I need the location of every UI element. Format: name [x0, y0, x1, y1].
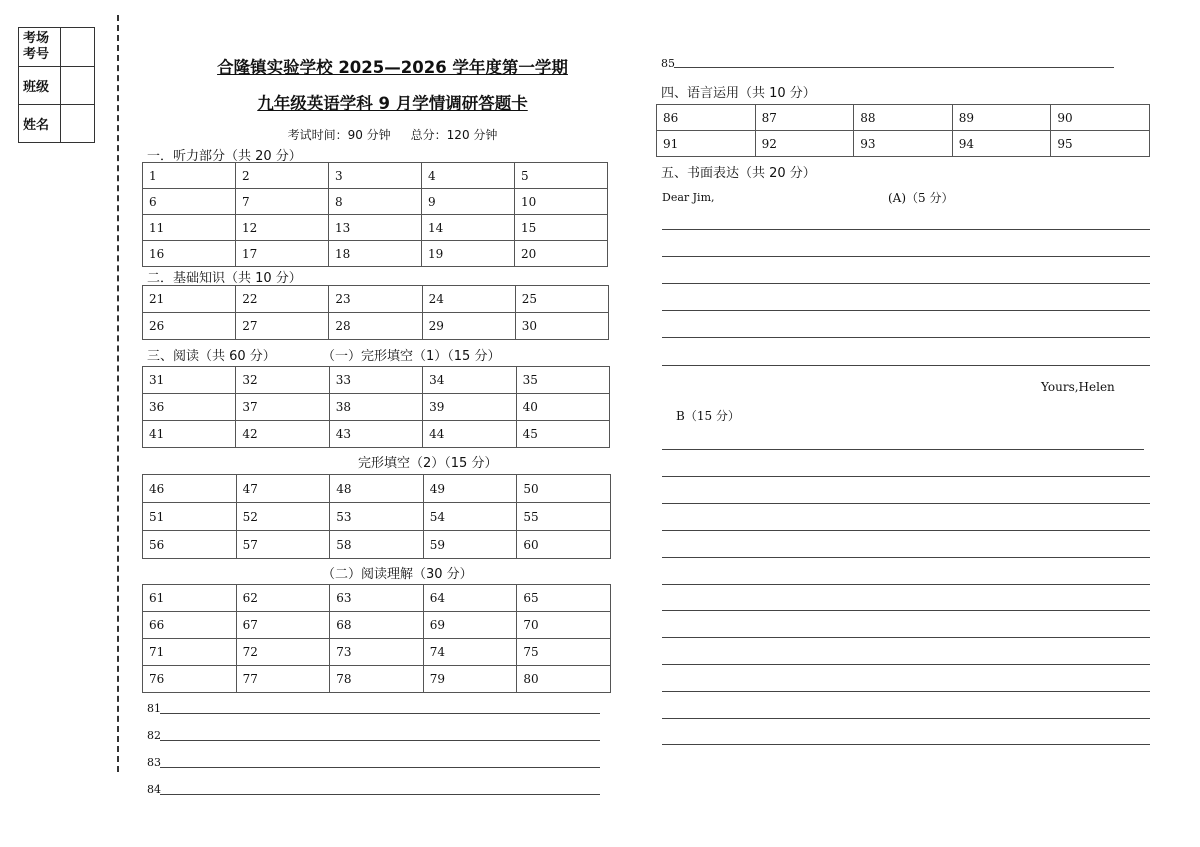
answer-cell-64[interactable]: 64	[423, 585, 517, 612]
answer-cell-17[interactable]: 17	[236, 241, 329, 267]
answer-cell-62[interactable]: 62	[236, 585, 330, 612]
answer-cell-34[interactable]: 34	[423, 367, 516, 394]
writing-a-line[interactable]	[662, 310, 1150, 311]
answer-cell-42[interactable]: 42	[236, 421, 329, 448]
answer-cell-75[interactable]: 75	[517, 639, 611, 666]
answer-cell-1[interactable]: 1	[143, 163, 236, 189]
writing-b-line[interactable]	[662, 476, 1150, 477]
answer-cell-4[interactable]: 4	[422, 163, 515, 189]
answer-cell-88[interactable]: 88	[854, 105, 953, 131]
answer-line-83-number: 83	[147, 756, 161, 769]
answer-line-81[interactable]	[160, 713, 600, 714]
answer-cell-71[interactable]: 71	[143, 639, 237, 666]
comprehension-heading: （二）阅读理解（30 分）	[322, 567, 473, 582]
grid-comprehension	[142, 584, 611, 693]
class-field[interactable]	[61, 67, 95, 105]
page-title: 合隆镇实验学校 2025—2026 学年度第一学期	[217, 58, 568, 77]
section-listening-heading: 一．听力部分（共 20 分）	[147, 149, 302, 164]
answer-cell-94[interactable]: 94	[952, 131, 1051, 157]
answer-cell-92[interactable]: 92	[755, 131, 854, 157]
answer-cell-46[interactable]: 46	[143, 475, 237, 503]
answer-cell-22[interactable]: 22	[236, 286, 329, 313]
answer-cell-90[interactable]: 90	[1051, 105, 1150, 131]
answer-cell-95[interactable]: 95	[1051, 131, 1150, 157]
answer-cell-14[interactable]: 14	[422, 215, 515, 241]
answer-cell-28[interactable]: 28	[329, 313, 422, 340]
answer-cell-16[interactable]: 16	[143, 241, 236, 267]
answer-cell-41[interactable]: 41	[143, 421, 236, 448]
answer-cell-58[interactable]: 58	[330, 531, 424, 559]
answer-cell-21[interactable]: 21	[143, 286, 236, 313]
grid-row	[143, 666, 611, 693]
answer-cell-72[interactable]: 72	[236, 639, 330, 666]
answer-cell-44[interactable]: 44	[423, 421, 516, 448]
answer-line-84[interactable]	[160, 794, 600, 795]
answer-cell-43[interactable]: 43	[329, 421, 422, 448]
writing-b-line[interactable]	[662, 584, 1150, 585]
answer-line-85-number: 85	[661, 57, 675, 70]
answer-cell-50[interactable]: 50	[517, 475, 611, 503]
answer-cell-52[interactable]: 52	[236, 503, 330, 531]
grid-row	[143, 286, 609, 313]
answer-cell-26[interactable]: 26	[143, 313, 236, 340]
exam-room-field[interactable]	[61, 28, 95, 67]
answer-cell-25[interactable]: 25	[515, 286, 608, 313]
answer-cell-37[interactable]: 37	[236, 394, 329, 421]
answer-line-85[interactable]	[674, 67, 1114, 68]
writing-a-line[interactable]	[662, 337, 1150, 338]
answer-cell-23[interactable]: 23	[329, 286, 422, 313]
answer-cell-48[interactable]: 48	[330, 475, 424, 503]
writing-b-line[interactable]	[662, 664, 1150, 665]
answer-cell-80[interactable]: 80	[517, 666, 611, 693]
answer-cell-45[interactable]: 45	[516, 421, 609, 448]
answer-line-83[interactable]	[160, 767, 600, 768]
grid-row	[143, 612, 611, 639]
answer-line-82[interactable]	[160, 740, 600, 741]
grid-basics	[142, 285, 609, 340]
answer-cell-70[interactable]: 70	[517, 612, 611, 639]
answer-cell-73[interactable]: 73	[330, 639, 424, 666]
exam-total-score: 总分：120 分钟	[410, 128, 498, 142]
answer-cell-19[interactable]: 19	[422, 241, 515, 267]
answer-cell-38[interactable]: 38	[329, 394, 422, 421]
answer-cell-76[interactable]: 76	[143, 666, 237, 693]
answer-cell-93[interactable]: 93	[854, 131, 953, 157]
grid-row	[143, 531, 611, 559]
writing-b-line[interactable]	[662, 610, 1150, 611]
answer-cell-35[interactable]: 35	[516, 367, 609, 394]
grid-row	[143, 503, 611, 531]
grid-row	[143, 585, 611, 612]
grid-row	[143, 639, 611, 666]
answer-cell-30[interactable]: 30	[515, 313, 608, 340]
answer-cell-11[interactable]: 11	[143, 215, 236, 241]
answer-cell-15[interactable]: 15	[515, 215, 608, 241]
class-label: 班级	[19, 67, 61, 105]
grid-row	[657, 105, 1150, 131]
grid-row	[143, 313, 609, 340]
grid-row	[143, 163, 608, 189]
answer-line-82-number: 82	[147, 729, 161, 742]
answer-cell-56[interactable]: 56	[143, 531, 237, 559]
answer-cell-8[interactable]: 8	[329, 189, 422, 215]
grid-row	[143, 241, 608, 267]
cloze1-heading: （一）完形填空（1）（15 分）	[322, 349, 501, 364]
answer-cell-7[interactable]: 7	[236, 189, 329, 215]
answer-cell-77[interactable]: 77	[236, 666, 330, 693]
answer-cell-66[interactable]: 66	[143, 612, 237, 639]
answer-cell-29[interactable]: 29	[422, 313, 515, 340]
answer-cell-86[interactable]: 86	[657, 105, 756, 131]
answer-cell-18[interactable]: 18	[329, 241, 422, 267]
exam-room-label: 考场 考号	[19, 28, 61, 67]
grid-cloze1	[142, 366, 610, 448]
answer-cell-9[interactable]: 9	[422, 189, 515, 215]
answer-cell-87[interactable]: 87	[755, 105, 854, 131]
writing-part-b-label: B（15 分）	[676, 409, 740, 423]
section-basics-heading: 二．基础知识（共 10 分）	[147, 271, 302, 286]
grid-listening	[142, 162, 608, 267]
answer-cell-55[interactable]: 55	[517, 503, 611, 531]
writing-a-line[interactable]	[662, 283, 1150, 284]
name-label: 姓名	[19, 105, 61, 143]
answer-cell-51[interactable]: 51	[143, 503, 237, 531]
answer-cell-49[interactable]: 49	[423, 475, 517, 503]
writing-part-a-label: (A)（5 分）	[888, 191, 954, 205]
section-reading-heading: 三、阅读（共 60 分）	[147, 349, 276, 364]
answer-cell-91[interactable]: 91	[657, 131, 756, 157]
answer-cell-20[interactable]: 20	[515, 241, 608, 267]
grid-row	[143, 367, 610, 394]
letter-salutation: Dear Jim,	[662, 191, 715, 204]
answer-cell-10[interactable]: 10	[515, 189, 608, 215]
writing-b-line[interactable]	[662, 530, 1150, 531]
answer-cell-5[interactable]: 5	[515, 163, 608, 189]
answer-line-81-number: 81	[147, 702, 161, 715]
writing-a-line[interactable]	[662, 365, 1150, 366]
exam-meta	[140, 126, 645, 143]
answer-cell-47[interactable]: 47	[236, 475, 330, 503]
candidate-info-box	[18, 27, 95, 143]
answer-cell-32[interactable]: 32	[236, 367, 329, 394]
writing-b-line[interactable]	[662, 691, 1150, 692]
grid-language-use	[656, 104, 1150, 157]
page-subtitle: 九年级英语学科 9 月学情调研答题卡	[257, 94, 528, 113]
answer-cell-12[interactable]: 12	[236, 215, 329, 241]
writing-b-line[interactable]	[662, 744, 1150, 745]
grid-row	[143, 421, 610, 448]
section-writing-heading: 五、书面表达（共 20 分）	[661, 166, 816, 181]
answer-cell-68[interactable]: 68	[330, 612, 424, 639]
answer-cell-74[interactable]: 74	[423, 639, 517, 666]
answer-cell-40[interactable]: 40	[516, 394, 609, 421]
answer-cell-60[interactable]: 60	[517, 531, 611, 559]
answer-cell-31[interactable]: 31	[143, 367, 236, 394]
binding-dashed-line	[117, 15, 119, 772]
exam-time: 考试时间：90 分钟	[287, 128, 391, 142]
writing-b-line[interactable]	[662, 718, 1150, 719]
answer-cell-69[interactable]: 69	[423, 612, 517, 639]
grid-row	[143, 215, 608, 241]
answer-cell-36[interactable]: 36	[143, 394, 236, 421]
answer-cell-79[interactable]: 79	[423, 666, 517, 693]
answer-cell-3[interactable]: 3	[329, 163, 422, 189]
answer-cell-67[interactable]: 67	[236, 612, 330, 639]
writing-b-line[interactable]	[662, 503, 1150, 504]
writing-a-line[interactable]	[662, 229, 1150, 230]
answer-cell-2[interactable]: 2	[236, 163, 329, 189]
answer-cell-39[interactable]: 39	[423, 394, 516, 421]
grid-cloze2	[142, 474, 611, 559]
answer-cell-57[interactable]: 57	[236, 531, 330, 559]
answer-cell-78[interactable]: 78	[330, 666, 424, 693]
answer-cell-54[interactable]: 54	[423, 503, 517, 531]
answer-cell-89[interactable]: 89	[952, 105, 1051, 131]
answer-cell-53[interactable]: 53	[330, 503, 424, 531]
answer-cell-27[interactable]: 27	[236, 313, 329, 340]
answer-cell-33[interactable]: 33	[329, 367, 422, 394]
grid-row	[143, 475, 611, 503]
answer-cell-24[interactable]: 24	[422, 286, 515, 313]
answer-cell-63[interactable]: 63	[330, 585, 424, 612]
name-field[interactable]	[61, 105, 95, 143]
grid-row	[143, 189, 608, 215]
answer-line-84-number: 84	[147, 783, 161, 796]
answer-cell-65[interactable]: 65	[517, 585, 611, 612]
answer-cell-13[interactable]: 13	[329, 215, 422, 241]
letter-closing: Yours,Helen	[1041, 380, 1115, 394]
answer-cell-59[interactable]: 59	[423, 531, 517, 559]
answer-cell-61[interactable]: 61	[143, 585, 237, 612]
cloze2-heading: 完形填空（2）（15 分）	[358, 456, 498, 471]
answer-cell-6[interactable]: 6	[143, 189, 236, 215]
grid-row	[657, 131, 1150, 157]
section-language-use-heading: 四、语言运用（共 10 分）	[661, 86, 816, 101]
writing-b-line[interactable]	[662, 557, 1150, 558]
writing-a-line[interactable]	[662, 256, 1150, 257]
writing-b-line[interactable]	[662, 637, 1150, 638]
writing-b-line[interactable]	[662, 449, 1144, 450]
grid-row	[143, 394, 610, 421]
